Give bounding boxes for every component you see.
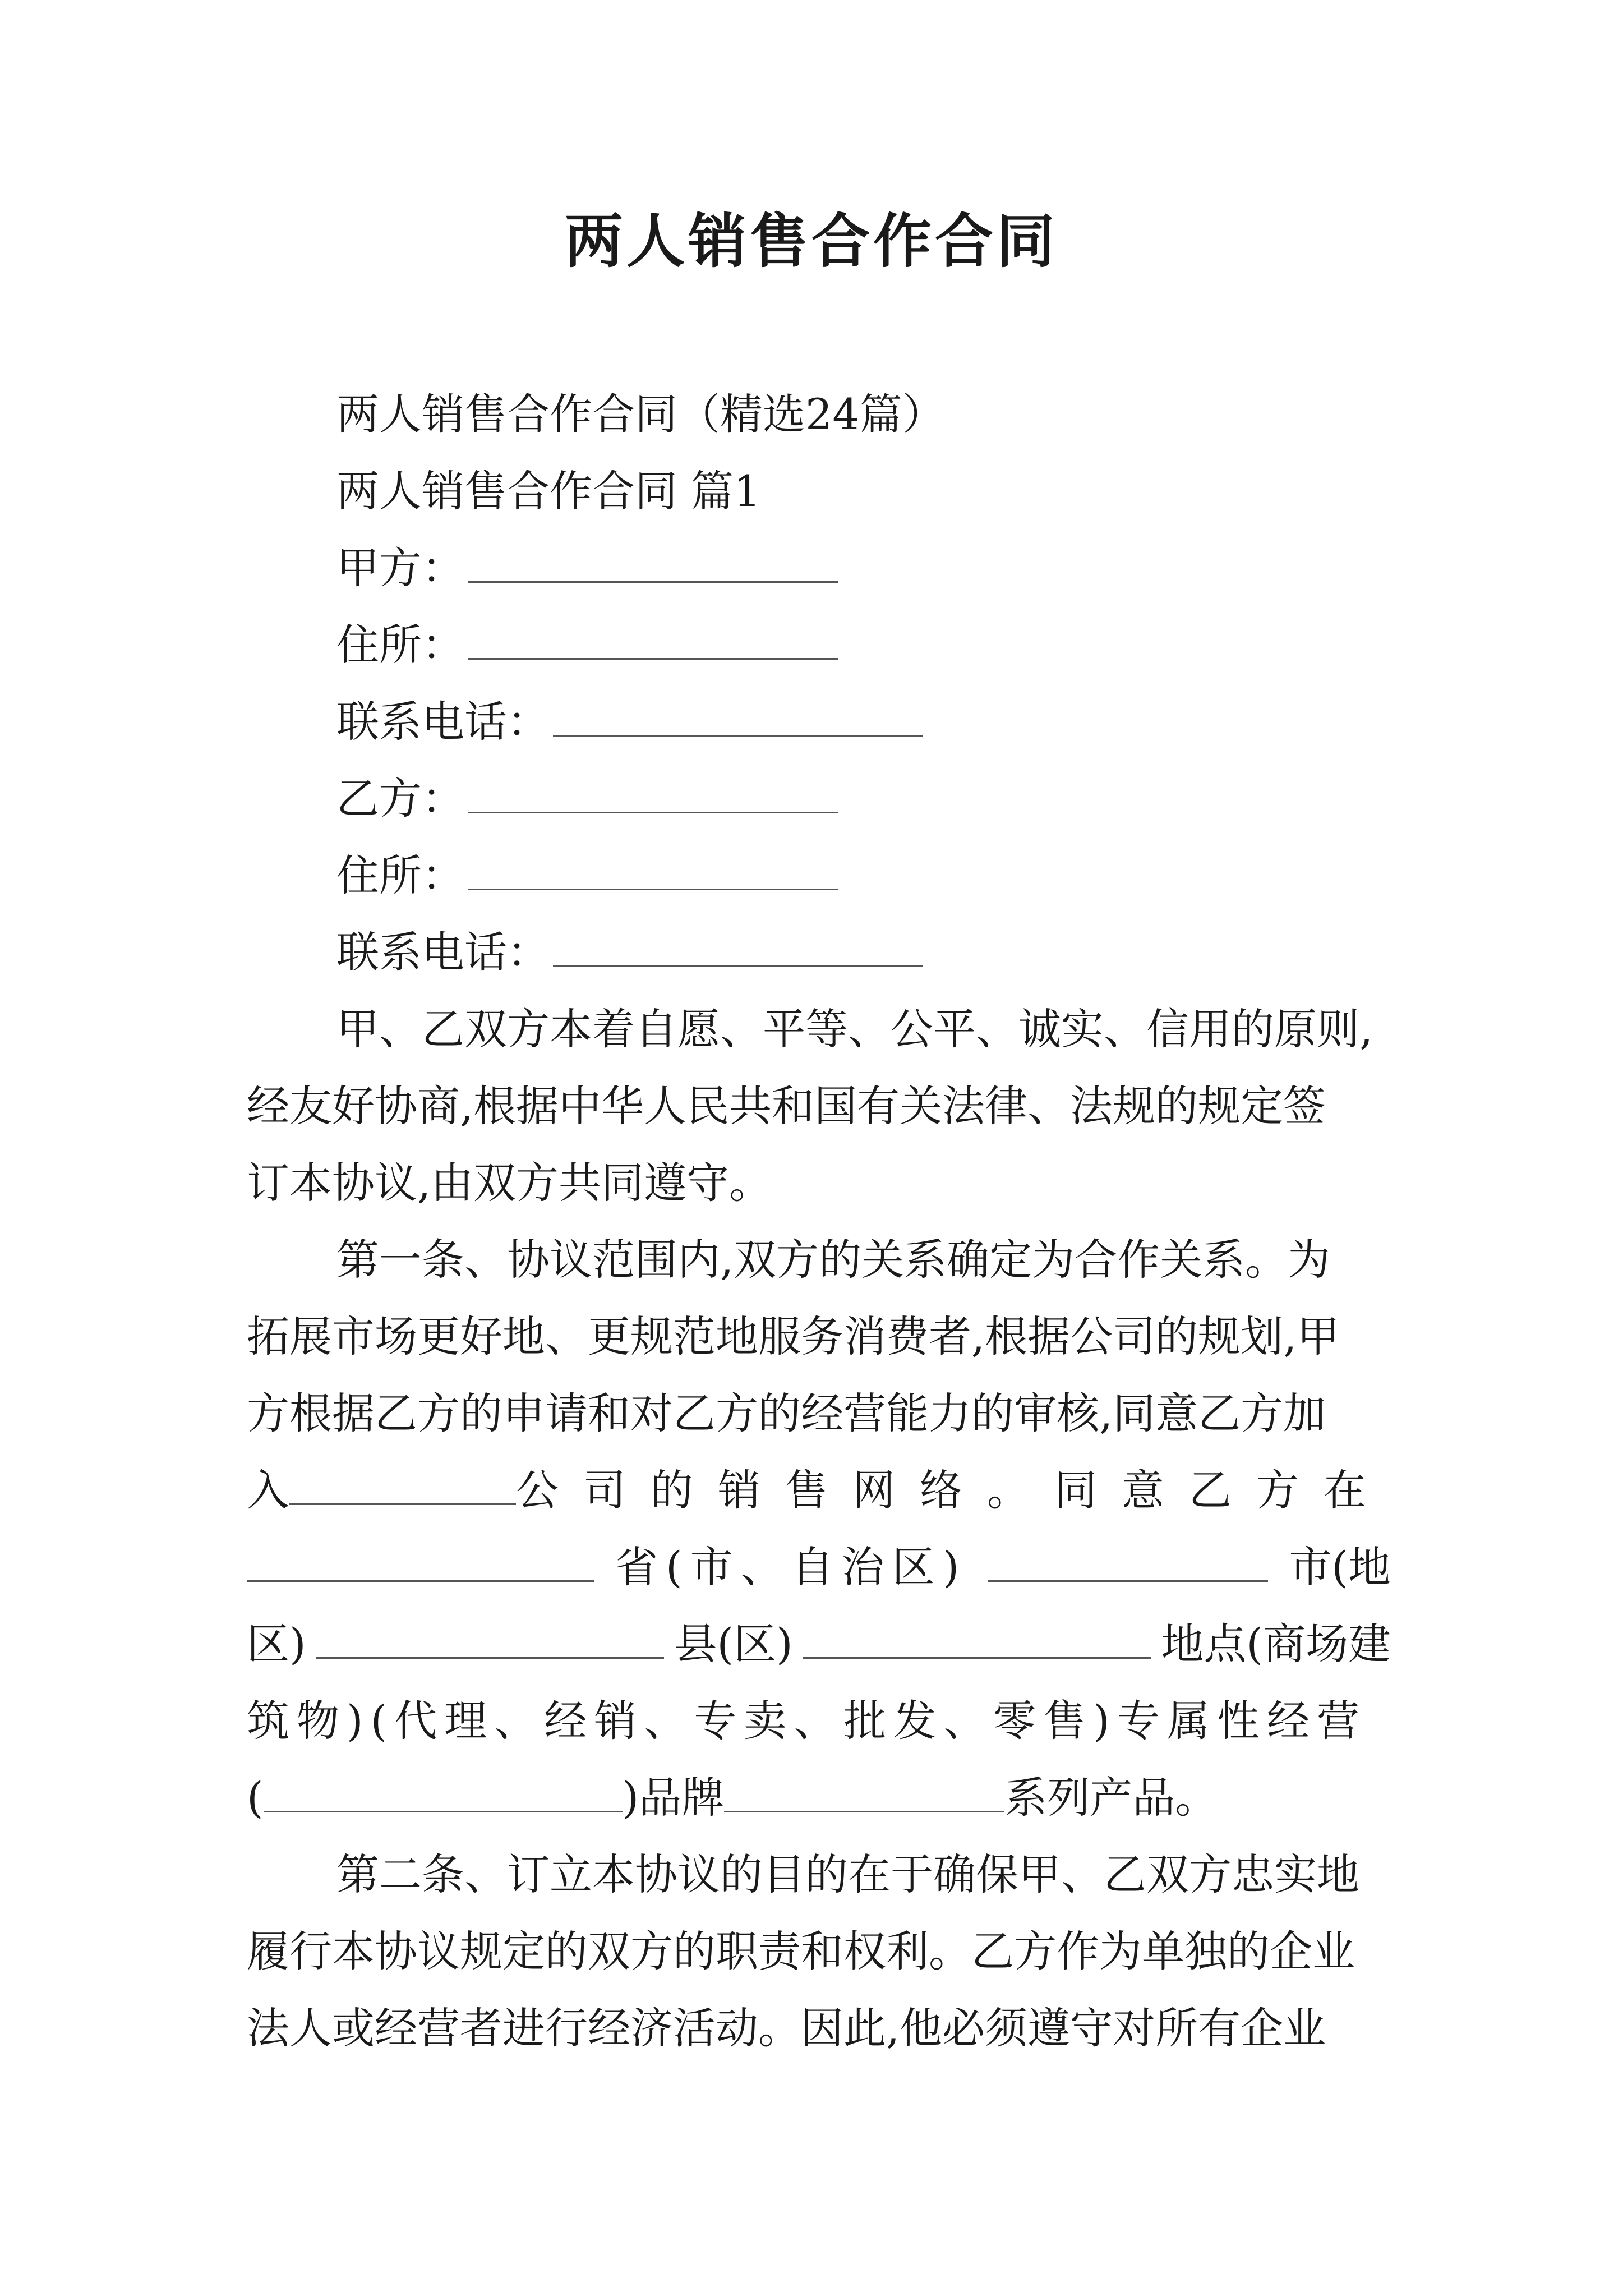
party-a-address-row <box>247 606 1391 683</box>
party-a-phone-field[interactable] <box>553 694 923 737</box>
article-1-l5-b: 市(地 <box>1289 1542 1391 1592</box>
article-1-l8-a: ( <box>247 1773 264 1823</box>
party-a-phone-row <box>247 683 1391 760</box>
party-b-address-label: 住所： <box>336 850 464 900</box>
party-b-phone-label: 联系电话： <box>336 927 550 977</box>
party-b-address-row <box>247 837 1391 914</box>
intro-line-1: 甲、乙双方本着自愿、平等、公平、诚实、信用的原则, <box>336 1004 1373 1054</box>
article-1-l6-b: 县(区) <box>674 1619 793 1669</box>
county-blank[interactable] <box>803 1617 1151 1659</box>
article-2-line-3: 法人或经营者进行经济活动。因此,他必须遵守对所有企业 <box>247 2003 1326 2053</box>
party-b-phone-row <box>247 914 1391 991</box>
article-1-line-3: 方根据乙方的申请和对乙方的经营能力的审核,同意乙方加 <box>247 1388 1326 1438</box>
article-1-l8-c: 系列产品。 <box>1004 1773 1218 1823</box>
article-1-line-5 <box>247 1529 1391 1605</box>
party-a-phone-label: 联系电话： <box>336 697 550 747</box>
article-1-l4-a: 入 <box>247 1465 289 1515</box>
article-1-l6-c: 地点(商场建 <box>1161 1619 1391 1669</box>
article-1-line-8 <box>247 1759 1391 1836</box>
article-1-line-6 <box>247 1605 1391 1682</box>
article-1-line-2: 拓展市场更好地、更规范地服务消费者,根据公司的规划,甲 <box>247 1312 1340 1361</box>
article-1-l4-b: 公司的销售网络。同意乙方在 <box>516 1465 1391 1515</box>
article-1-l5-a: 省(市、自治区) <box>615 1542 967 1592</box>
article-2-line-2: 履行本协议规定的双方的职责和权利。乙方作为单独的企业 <box>247 1926 1355 1976</box>
intro-line-2: 经友好协商,根据中华人民共和国有关法律、法规的规定签 <box>247 1081 1326 1131</box>
article-1-line-7 <box>247 1682 1391 1759</box>
party-a-address-field[interactable] <box>468 618 838 660</box>
article-1-l8-b: )品牌 <box>622 1773 725 1823</box>
company-blank[interactable] <box>289 1463 516 1505</box>
section-heading: 两人销售合作合同 篇1 <box>336 466 761 516</box>
subtitle: 两人销售合作合同（精选24篇） <box>336 389 945 439</box>
party-a-row <box>247 530 1391 606</box>
article-1-line-4 <box>247 1452 1391 1529</box>
party-b-label: 乙方： <box>336 774 464 823</box>
party-b-phone-field[interactable] <box>553 925 923 967</box>
party-b-field[interactable] <box>468 771 838 813</box>
party-a-label: 甲方： <box>336 543 464 593</box>
district-blank[interactable] <box>316 1617 664 1659</box>
article-2-line-1: 第二条、订立本协议的目的在于确保甲、乙双方忠实地 <box>336 1849 1359 1899</box>
province-blank[interactable] <box>247 1540 594 1582</box>
party-b-address-field[interactable] <box>468 848 838 890</box>
brand-owner-blank[interactable] <box>264 1770 623 1812</box>
party-b-row <box>247 760 1391 837</box>
party-a-address-label: 住所： <box>336 620 464 670</box>
document-body <box>247 376 1391 2067</box>
document-title: 两人销售合作合同 <box>564 206 1058 275</box>
city-blank[interactable] <box>988 1540 1268 1582</box>
party-a-field[interactable] <box>468 541 838 583</box>
intro-line-3: 订本协议,由双方共同遵守。 <box>247 1158 772 1208</box>
article-1-l6-a: 区) <box>247 1619 306 1669</box>
article-1-l7: 筑物)(代理、经销、专卖、批发、零售)专属性经营 <box>247 1696 1367 1746</box>
brand-blank[interactable] <box>724 1770 1004 1812</box>
article-1-line-1: 第一条、协议范围内,双方的关系确定为合作关系。为 <box>336 1235 1331 1285</box>
